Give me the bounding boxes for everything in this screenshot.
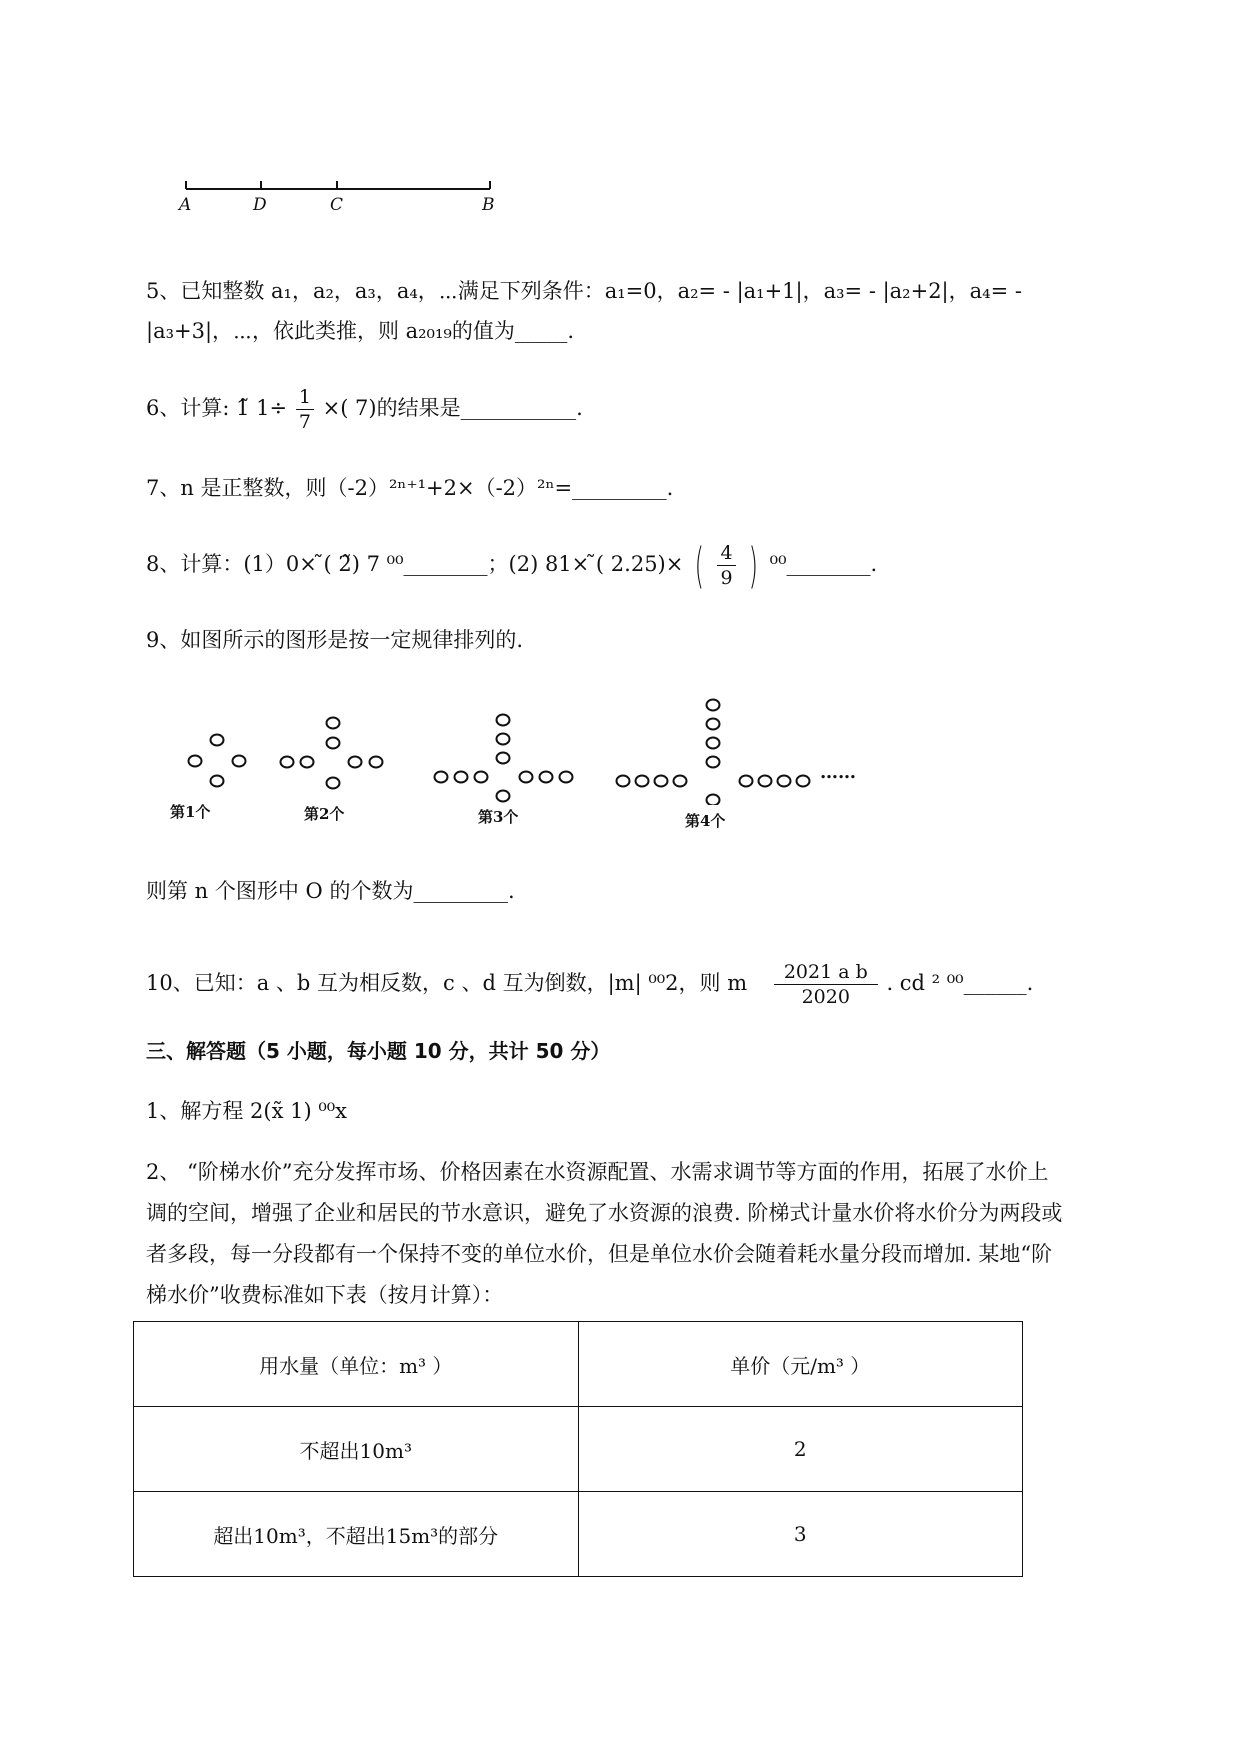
question-10-fraction xyxy=(774,960,878,1009)
problem-2-paragraph xyxy=(146,1152,1146,1316)
figure-label-4: 第4个 xyxy=(685,812,726,830)
question-5-line-1: 5、已知整数 a₁，a₂，a₃，a₄，⋯满足下列条件：a₁=0，a₂= - |a₁+1|，a₃= - |a₂+2|，a₄= - xyxy=(146,279,1022,303)
question-9-intro: 9、如图所示的图形是按一定规律排列的. xyxy=(146,628,524,652)
question-6-prefix: 6、计算: xyxy=(146,396,230,420)
problem-2-line-3: 者多段，每一分段都有一个保持不变的单位水价，但是单位水价会随着耗水量分段而增加. 某地“阶 xyxy=(146,1242,1053,1266)
question-6-expr-b: ×( 7)的结果是___________. xyxy=(322,396,583,420)
figure-label-1: 第1个 xyxy=(170,803,211,821)
right-paren-icon: ) xyxy=(748,537,759,594)
problem-2-line-1: 2、 “阶梯水价”充分发挥市场、价格因素在水资源配置、水需求调节等方面的作用，拓展了水价上 xyxy=(146,1160,1049,1184)
question-6 xyxy=(146,385,583,434)
table-cell-price: 3 xyxy=(578,1492,1023,1577)
fraction-denominator: 7 xyxy=(298,411,311,433)
figure-ellipsis: …… xyxy=(820,762,856,783)
question-9-question: 则第 n 个图形中 O 的个数为_________. xyxy=(146,879,515,903)
question-8-part-1: 8、计算：(1）0× ̃( 2̃) 7 ⁰⁰________；(2) 81× ̃( 2.25)× xyxy=(146,552,684,576)
question-7: 7、n 是正整数，则（-2）²ⁿ⁺¹+2×（-2）²ⁿ=_________. xyxy=(146,476,674,500)
fraction-numerator: 1 xyxy=(296,385,314,410)
point-label-d: D xyxy=(253,195,267,215)
table-header-usage: 用水量（单位：m³ ） xyxy=(134,1322,579,1407)
fraction-numerator: 4 xyxy=(717,541,735,566)
question-8 xyxy=(146,537,878,594)
section-3-heading: 三、解答题（5 小题，每小题 10 分，共计 50 分） xyxy=(146,1039,611,1063)
table-header-price: 单价（元/m³ ） xyxy=(578,1322,1023,1407)
problem-2-line-4: 梯水价”收费标准如下表（按月计算）： xyxy=(146,1283,504,1307)
fraction-denominator: 9 xyxy=(720,567,733,589)
figure-label-3: 第3个 xyxy=(478,808,519,826)
point-label-a: A xyxy=(179,195,192,215)
water-price-table xyxy=(133,1321,1023,1577)
table-row xyxy=(134,1407,1023,1492)
question-10 xyxy=(146,960,1033,1009)
question-10-text-b: . cd ² ⁰⁰______. xyxy=(886,971,1034,995)
circle-pattern-figure xyxy=(160,695,880,805)
question-8-fraction xyxy=(717,541,735,590)
table-header-row xyxy=(134,1322,1023,1407)
fraction-denominator: 2020 xyxy=(801,986,850,1008)
point-label-c: C xyxy=(330,195,344,215)
table-cell-usage: 不超出10m³ xyxy=(134,1407,579,1492)
figure-label-2: 第2个 xyxy=(304,805,345,823)
left-paren-icon: ( xyxy=(694,537,705,594)
question-5-line-2: |a₃+3|，⋯，依此类推，则 a₂₀₁₉的值为_____. xyxy=(146,319,574,343)
point-label-b: B xyxy=(482,195,495,215)
question-8-part-2: ⁰⁰________. xyxy=(769,552,878,576)
table-cell-price: 2 xyxy=(578,1407,1023,1492)
question-6-expr-a: 1̃ 1÷ xyxy=(236,396,288,420)
problem-2-line-2: 调的空间，增强了企业和居民的节水意识，避免了水资源的浪费. 阶梯式计量水价将水价分为两段或 xyxy=(146,1201,1063,1225)
problem-1: 1、解方程 2(x̃ 1) ⁰⁰x xyxy=(146,1099,348,1123)
question-10-text-a: 10、已知：a 、b 互为相反数，c 、d 互为倒数，|m| ⁰⁰2，则 m xyxy=(146,971,748,995)
table-cell-usage: 超出10m³，不超出15m³的部分 xyxy=(134,1492,579,1577)
table-row xyxy=(134,1492,1023,1577)
fraction-numerator: 2021 a b xyxy=(774,960,878,985)
question-6-fraction xyxy=(296,385,314,434)
